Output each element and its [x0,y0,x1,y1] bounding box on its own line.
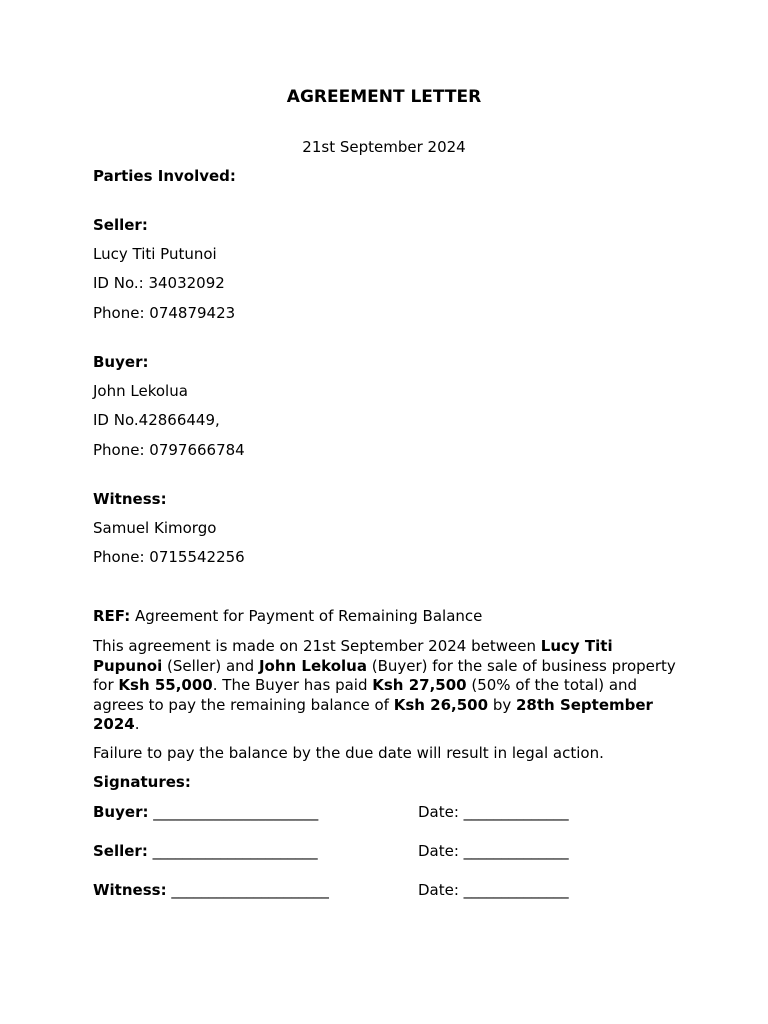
seller-id: ID No.: 34032092 [93,274,225,292]
seller-signature-line: Seller: ______________________ [93,842,318,860]
buyer-id: ID No.42866449, [93,411,220,429]
price-amount: Ksh 55,000 [118,676,213,694]
seller-phone: Phone: 074879423 [93,304,236,322]
seller-name-bold: Lucy Titi Pupunoi [93,637,613,675]
agreement-paragraph: This agreement is made on 21st September 2024 between Lucy Titi Pupunoi (Seller) and John Lekolua (Buyer) for the sale of business property for Ksh 55,000. The Buyer has paid Ksh 27,500 (50% of the total) and agrees to pay the remaining balance of Ksh 26,500 by 28th September 2024. [93,637,676,733]
buyer-signature-line: Buyer: ______________________ [93,803,319,821]
witness-signature-line: Witness: _____________________ [93,881,329,899]
buyer-signature-date: Date: ______________ [418,803,569,821]
ref-label: REF: [93,607,131,625]
ref-text: Agreement for Payment of Remaining Balance [130,607,483,625]
balance-amount: Ksh 26,500 [393,695,489,714]
seller-signature-date: Date: ______________ [418,842,569,860]
parties-heading: Parties Involved: [93,167,236,185]
buyer-name: John Lekolua [93,382,188,400]
seller-heading: Seller: [93,216,148,234]
paid-amount: Ksh 27,500 [372,676,467,694]
witness-signature-date: Date: ______________ [418,881,569,899]
failure-notice: Failure to pay the balance by the due date will result in legal action. [93,744,604,762]
witness-heading: Witness: [93,490,167,508]
signatures-heading: Signatures: [93,773,191,791]
seller-name: Lucy Titi Putunoi [93,245,217,263]
due-date: 28th September 2024 [93,695,653,733]
buyer-phone: Phone: 0797666784 [93,441,245,459]
witness-phone: Phone: 0715542256 [93,548,245,566]
document-title: AGREEMENT LETTER [286,87,482,107]
document-date: 21st September 2024 [302,138,466,156]
buyer-name-bold: John Lekolua [258,656,367,675]
ref-line [93,607,482,627]
witness-name: Samuel Kimorgo [93,519,217,537]
buyer-heading: Buyer: [93,353,149,371]
